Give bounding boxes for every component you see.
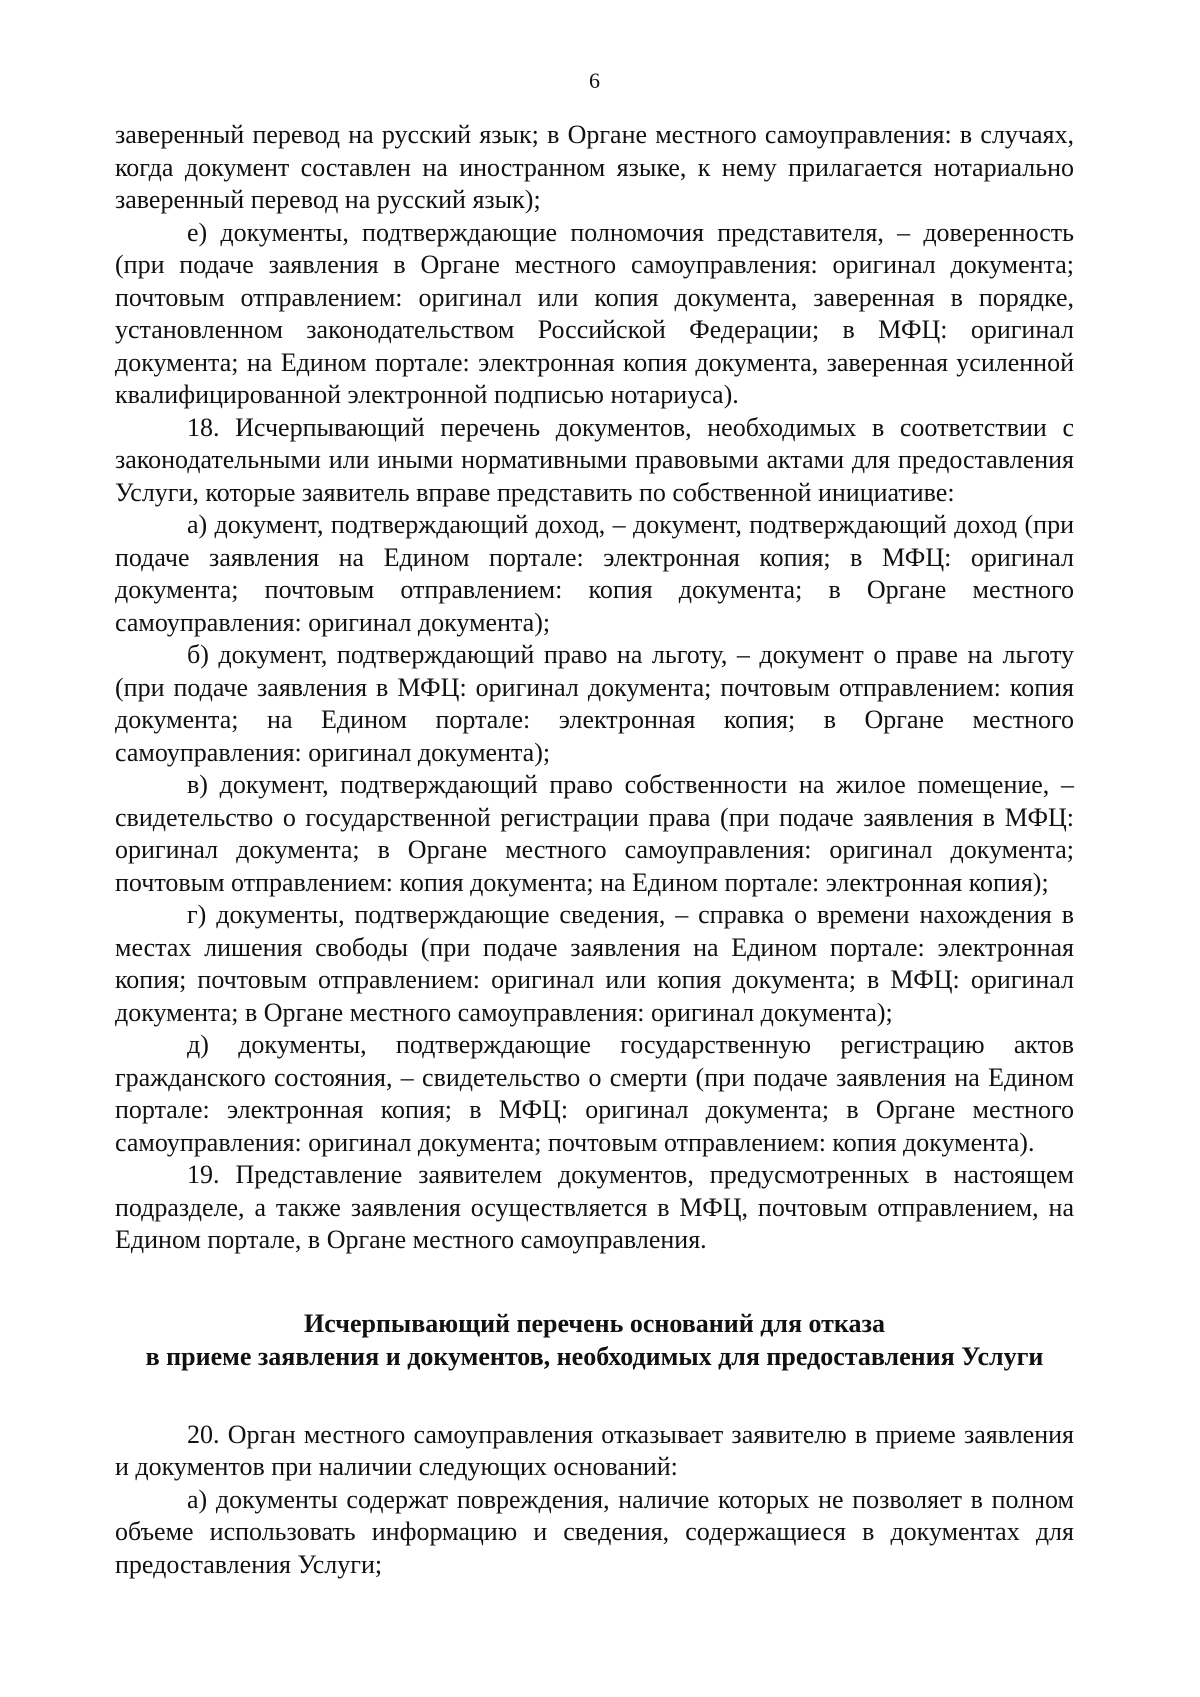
paragraph-item-v: в) документ, подтверждающий право собственности на жилое помещение, – свидетельство о государственной регистрации права (при подаче заявления в МФЦ: оригинал документа; в Органе местного самоуправления: оригинал документа; почтовым отправлением: копия документа; на Едином портале: электронная копия); [115,770,1074,897]
section-heading [115,1307,1074,1373]
body-text-bottom [115,1419,1074,1582]
paragraph-item-g: г) документы, подтверждающие сведения, – справка о времени нахождения в местах лишения свободы (при подаче заявления на Едином портале: электронная копия; почтовым отправлением: оригинал или копия документа; в МФЦ: оригинал документа; в Органе местного самоуправления: оригинал документа); [115,900,1074,1027]
page-number: 6 [589,68,600,93]
paragraph-item-a: а) документ, подтверждающий доход, – документ, подтверждающий доход (при подаче заявления на Едином портале: электронная копия; в МФЦ: оригинал документа; почтовым отправлением: копия документа; в Органе местного самоуправления: оригинал документа); [115,510,1074,637]
paragraph-18: 18. Исчерпывающий перечень документов, необходимых в соответствии с законодательными или иными нормативными правовыми актами для предоставления Услуги, которые заявитель вправе представить по собственной инициативе: [115,412,1074,507]
paragraph-20-item-a: а) документы содержат повреждения, наличие которых не позволяет в полном объеме использовать информацию и сведения, содержащиеся в документах для предоставления Услуги; [115,1484,1074,1579]
paragraph-continuation: заверенный перевод на русский язык; в Органе местного самоуправления: в случаях, когда документ составлен на иностранном языке, к нему прилагается нотариально заверенный перевод на русский язык); [115,120,1074,214]
paragraph-19: 19. Представление заявителем документов, предусмотренных в настоящем подразделе, а также заявления осуществляется в МФЦ, почтовым отправлением, на Едином портале, в Органе местного самоуправления. [115,1160,1074,1254]
paragraph-20: 20. Орган местного самоуправления отказывает заявителю в приеме заявления и документов при наличии следующих оснований: [115,1419,1074,1481]
section-heading-line-1: Исчерпывающий перечень оснований для отказа [304,1308,885,1338]
paragraph-item-d: д) документы, подтверждающие государственную регистрацию актов гражданского состояния, – свидетельство о смерти (при подаче заявления на Едином портале: электронная копия; в МФЦ: оригинал документа; в Органе местного самоуправления: оригинал документа; почтовым отправлением: копия документа). [115,1030,1074,1157]
body-text-top [115,119,1074,1257]
paragraph-item-b: б) документ, подтверждающий право на льготу, – документ о праве на льготу (при подаче заявления в МФЦ: оригинал документа; почтовым отправлением: копия документа; на Едином портале: электронная копия; в Органе местного самоуправления: оригинал документа); [115,640,1074,767]
paragraph-item-e: е) документы, подтверждающие полномочия представителя, – доверенность (при подаче заявления в Органе местного самоуправления: оригинал документа; почтовым отправлением: оригинал или копия документа, заверенная в порядке, установленном законодательством Российской Федерации; в МФЦ: оригинал документа; на Едином портале: электронная копия документа, заверенная усиленной квалифицированной электронной подписью нотариуса). [115,217,1074,409]
section-heading-line-2: в приеме заявления и документов, необходимых для предоставления Услуги [145,1341,1044,1371]
